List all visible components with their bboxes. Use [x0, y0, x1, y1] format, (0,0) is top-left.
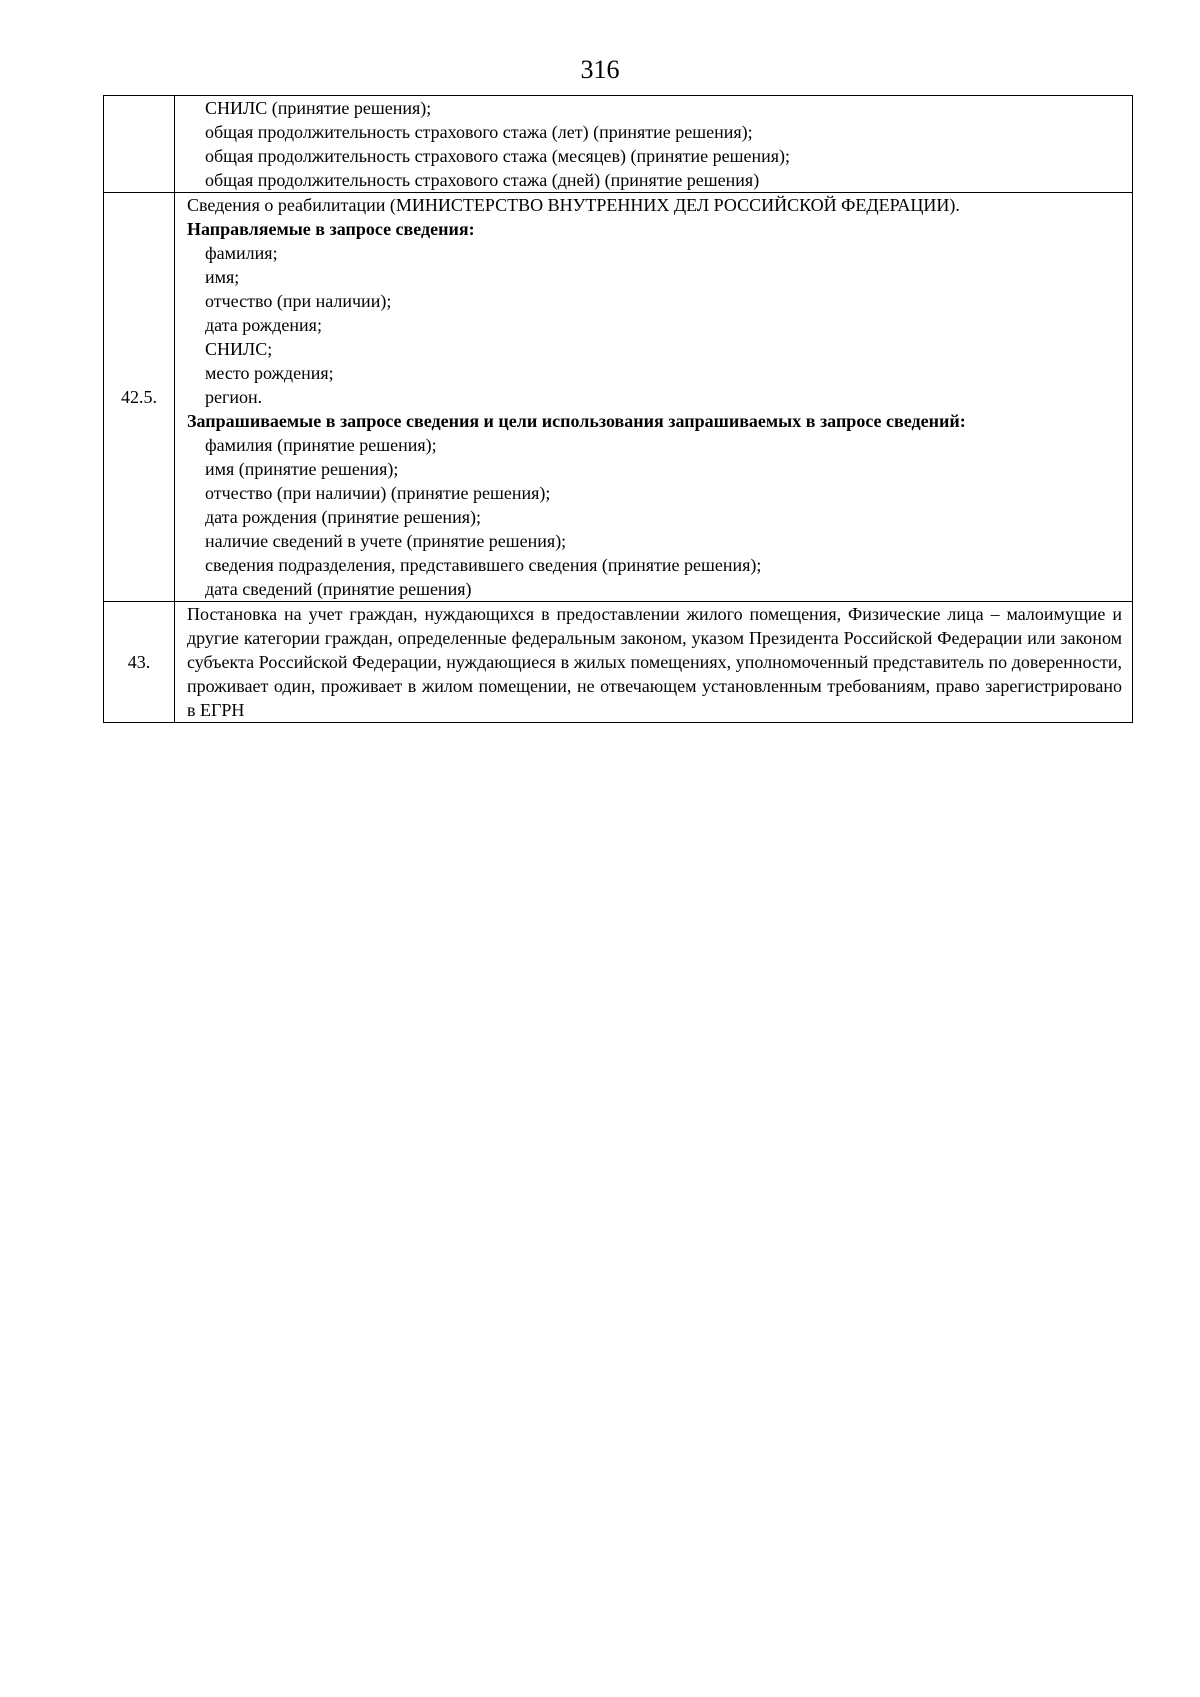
list-item: СНИЛС (принятие решения);: [205, 98, 432, 118]
table-row: [104, 96, 1133, 193]
section-heading: Запрашиваемые в запросе сведения и цели использования запрашиваемых в запросе сведений:: [187, 411, 966, 431]
list-item: общая продолжительность страхового стажа (дней) (принятие решения): [205, 170, 760, 190]
list-item: СНИЛС;: [205, 339, 273, 359]
row-content-cell: [175, 602, 1133, 723]
row-number-cell: [104, 96, 175, 193]
list-item: наличие сведений в учете (принятие решения);: [205, 531, 567, 551]
list-item: дата рождения;: [205, 315, 322, 335]
paragraph: Постановка на учет граждан, нуждающихся в предоставлении жилого помещения, Физические лица – малоимущие и другие категории граждан, определенные федеральным законом, указом Президента Российской Федерации или законом субъекта Российской Федерации, нуждающиеся в жилых помещениях, уполномоченный представитель по доверенности, проживает один, проживает в жилом помещении, не отвечающем установленным требованиям, право зарегистрировано в ЕГРН: [187, 604, 1122, 720]
list-item: общая продолжительность страхового стажа (лет) (принятие решения);: [205, 122, 753, 142]
row-number-cell: 42.5.: [104, 193, 175, 602]
list-item: отчество (при наличии);: [205, 291, 392, 311]
section-title: Сведения о реабилитации (МИНИСТЕРСТВО ВНУТРЕННИХ ДЕЛ РОССИЙСКОЙ ФЕДЕРАЦИИ).: [187, 195, 960, 215]
list-item: место рождения;: [205, 363, 334, 383]
list-item: фамилия (принятие решения);: [205, 435, 437, 455]
list-item: дата сведений (принятие решения): [205, 579, 472, 599]
table-row: [104, 602, 1133, 723]
list-item: сведения подразделения, представившего сведения (принятие решения);: [205, 555, 762, 575]
table-row: [104, 193, 1133, 602]
list-item: имя;: [205, 267, 240, 287]
section-heading: Направляемые в запросе сведения:: [187, 219, 475, 239]
list-item: имя (принятие решения);: [205, 459, 399, 479]
list-item: общая продолжительность страхового стажа (месяцев) (принятие решения);: [205, 146, 790, 166]
row-content-cell: [175, 96, 1133, 193]
row-content-cell: [175, 193, 1133, 602]
list-item: фамилия;: [205, 243, 278, 263]
list-item: регион.: [205, 387, 263, 407]
row-number-cell: 43.: [104, 602, 175, 723]
list-item: отчество (при наличии) (принятие решения);: [205, 483, 551, 503]
page-number: 316: [580, 55, 620, 84]
document-table: [103, 95, 1133, 723]
list-item: дата рождения (принятие решения);: [205, 507, 481, 527]
